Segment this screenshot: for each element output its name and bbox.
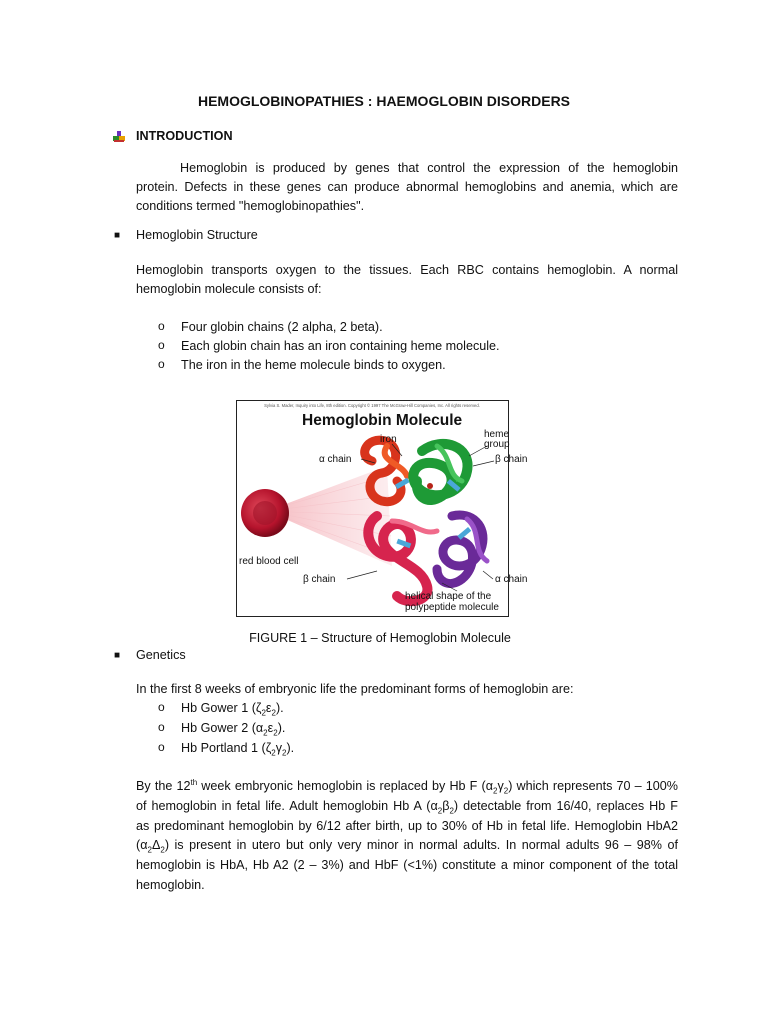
label-beta-chain-top: β chain (495, 454, 528, 465)
structure-list-item: Four globin chains (2 alpha, 2 beta). (181, 320, 383, 334)
circle-bullet-icon: o (158, 700, 165, 714)
label-iron: iron (380, 434, 397, 445)
label-group: group (484, 439, 510, 450)
circle-bullet-icon: o (158, 720, 165, 734)
label-red-blood-cell: red blood cell (239, 556, 299, 567)
structure-line-1: Hemoglobin transports oxygen to the tissues. Each RBC contains hemoglobin. A normal (136, 263, 678, 277)
circle-bullet-icon: o (158, 740, 165, 754)
beta-chain-top (413, 444, 467, 500)
circle-bullet-icon: o (158, 338, 165, 352)
label-alpha-chain-bottom: α chain (495, 574, 528, 585)
circle-bullet-icon: o (158, 319, 165, 333)
label-alpha-chain-top: α chain (319, 454, 352, 465)
structure-heading: Hemoglobin Structure (136, 228, 258, 242)
genetics-intro: In the first 8 weeks of embryonic life the predominant forms of hemoglobin are: (136, 682, 574, 696)
final-line-1: By the 12th week embryonic hemoglobin is replaced by Hb F $(\alpha_2\gamma_2)$ which represents 70 – 100% (136, 777, 679, 796)
final-line-3: as predominant hemoglobin by 6/12 after birth, up to 30% of Hb in fetal life. Hemoglobin HbA2 (136, 819, 678, 833)
final-line-6: hemoglobin. (136, 878, 205, 892)
structure-line-2: hemoglobin molecule consists of: (136, 282, 322, 296)
genetics-heading: Genetics (136, 648, 186, 662)
label-helical-1: helical shape of the (405, 591, 492, 602)
intro-line-1: Hemoglobin is produced by genes that control the expression of the hemoglobin (180, 161, 678, 175)
figure-title: Hemoglobin Molecule (302, 412, 463, 429)
final-line-4: $(\alpha_2\Delta_2)$ is present in utero but only very minor in normal adults. In normal adults 96 – 98% of (136, 838, 678, 855)
circle-bullet-icon: o (158, 357, 165, 371)
final-line-5: hemoglobin is HbA, Hb A2 (2 – 3%) and HbF (<1%) constitute a minor component of the total (136, 858, 678, 872)
figure-caption: FIGURE 1 – Structure of Hemoglobin Molecule (249, 631, 511, 645)
genetics-list-item: Hb Gower 1 $(\zeta_2\varepsilon_2)$. (181, 701, 284, 718)
final-line-2: of hemoglobin in fetal life. Adult hemoglobin Hb A $(\alpha_2\beta_2)$ detectable from 16/40, replaces Hb F (136, 799, 678, 816)
square-bullet-icon: ■ (114, 230, 121, 241)
label-heme: heme (484, 429, 510, 440)
genetics-list-item: Hb Gower 2 $(\alpha_2\varepsilon_2)$. (181, 721, 286, 738)
alpha-chain-bottom (437, 515, 487, 583)
structure-list-item: Each globin chain has an iron containing heme molecule. (181, 339, 500, 353)
hemoglobin-molecule-illustration (237, 401, 528, 616)
genetics-list-item: Hb Portland 1 $(\zeta_2\gamma_2)$. (181, 741, 295, 758)
square-bullet-icon: ■ (114, 650, 121, 661)
intro-heading: INTRODUCTION (136, 129, 233, 143)
hemoglobin-figure (236, 400, 528, 617)
label-beta-chain-bottom: β chain (303, 574, 336, 585)
structure-list-item: The iron in the heme molecule binds to oxygen. (181, 358, 446, 372)
page-title: HEMOGLOBINOPATHIES : HAEMOGLOBIN DISORDERS (197, 93, 571, 109)
hand-bullet-icon (112, 130, 126, 144)
intro-line-2: protein. Defects in these genes can produce abnormal hemoglobins and anemia, which are (136, 180, 678, 194)
figure-credit: Sylvia S. Mader, Inquiry into Life, 8th edition. Copyright © 1997 The McGraw-Hill Companies, Inc. All rights reserved. (264, 403, 480, 408)
label-helical-2: polypeptide molecule (405, 602, 499, 613)
intro-line-3: conditions termed "hemoglobinopathies". (136, 199, 365, 213)
